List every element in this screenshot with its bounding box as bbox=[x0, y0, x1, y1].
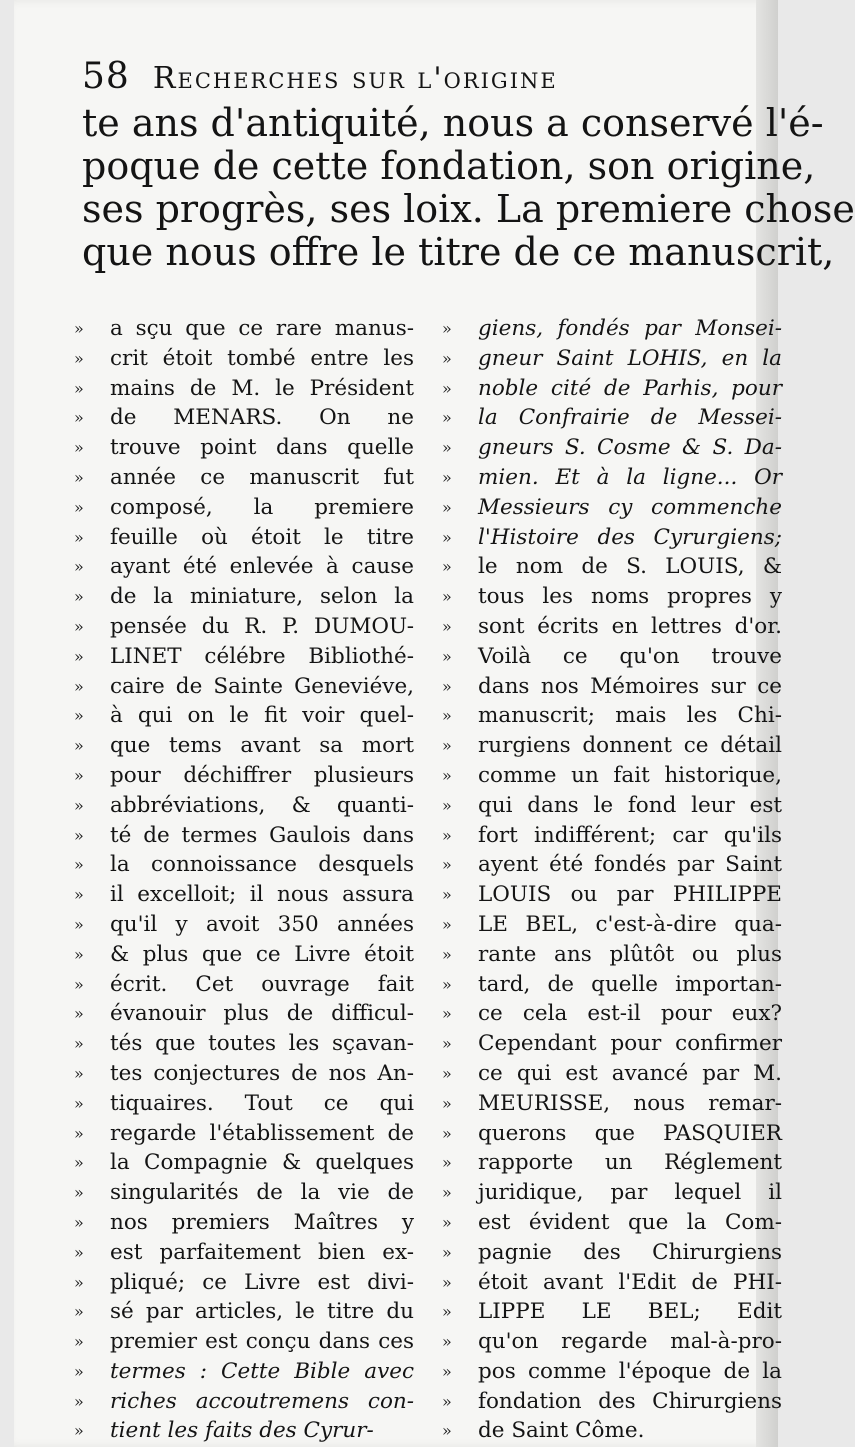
quoted-line bbox=[442, 791, 794, 821]
quoted-line bbox=[442, 314, 794, 344]
quote-mark: » bbox=[74, 676, 82, 696]
line-text: ce qui est avancé par M. bbox=[478, 1060, 782, 1086]
quoted-line bbox=[74, 463, 426, 493]
quote-mark: » bbox=[442, 676, 450, 696]
quote-mark: » bbox=[442, 497, 450, 517]
intro-line: te ans d'antiquité, nous a conservé l'é- bbox=[82, 101, 824, 145]
quote-mark: » bbox=[74, 1063, 82, 1083]
quote-mark: » bbox=[74, 378, 82, 398]
line-text: de Saint Côme. bbox=[478, 1418, 645, 1444]
quoted-line bbox=[442, 433, 794, 463]
quote-mark: » bbox=[442, 944, 450, 964]
quoted-line bbox=[442, 821, 794, 851]
quoted-line bbox=[442, 403, 794, 433]
quoted-line bbox=[74, 1327, 426, 1357]
quote-mark: » bbox=[442, 1272, 450, 1292]
line-text: de la miniature, selon la bbox=[110, 584, 414, 610]
quoted-line bbox=[442, 1089, 794, 1119]
intro-line: ses progrès, ses loix. La premiere chose bbox=[82, 187, 855, 231]
running-title: Recherches sur l'origine bbox=[152, 61, 558, 96]
quote-mark: » bbox=[442, 706, 450, 726]
quoted-line bbox=[74, 1297, 426, 1327]
quoted-line bbox=[74, 582, 426, 612]
quoted-line bbox=[74, 1416, 426, 1446]
quote-mark: » bbox=[442, 1183, 450, 1203]
line-text: Messieurs cy commenche bbox=[478, 494, 782, 520]
line-text: année ce manuscrit fut bbox=[110, 464, 414, 490]
line-text: sé par articles, le titre du bbox=[110, 1299, 414, 1325]
quote-mark: » bbox=[442, 646, 450, 666]
quote-mark: » bbox=[442, 348, 450, 368]
line-text: trouve point dans quelle bbox=[110, 435, 414, 461]
line-text: tient les faits des Cyrur- bbox=[110, 1418, 374, 1444]
quoted-line bbox=[74, 850, 426, 880]
quoted-line bbox=[442, 1327, 794, 1357]
line-text: LIPPE LE BEL; Edit bbox=[478, 1299, 782, 1325]
quote-mark: » bbox=[442, 1242, 450, 1262]
line-text: la Confrairie de Messei- bbox=[478, 405, 782, 431]
line-text: qui dans le fond leur est bbox=[478, 792, 782, 818]
line-text: Cependant pour confirmer bbox=[478, 1031, 782, 1057]
quote-mark: » bbox=[442, 1391, 450, 1411]
quoted-line bbox=[442, 880, 794, 910]
quoted-line bbox=[74, 940, 426, 970]
quoted-line bbox=[74, 552, 426, 582]
line-text: nos premiers Maîtres y bbox=[110, 1209, 414, 1235]
quote-mark: » bbox=[74, 467, 82, 487]
quote-mark: » bbox=[74, 914, 82, 934]
quoted-line bbox=[74, 910, 426, 940]
quote-mark: » bbox=[74, 765, 82, 785]
quoted-line bbox=[74, 1119, 426, 1149]
quoted-line bbox=[442, 1268, 794, 1298]
quoted-line bbox=[442, 1119, 794, 1149]
line-text: évanouir plus de difficul- bbox=[110, 1001, 414, 1027]
line-text: le nom de S. LOUIS, & bbox=[478, 554, 782, 580]
line-text: & plus que ce Livre étoit bbox=[110, 941, 414, 967]
quoted-line bbox=[442, 552, 794, 582]
line-text: pos comme l'époque de la bbox=[478, 1358, 782, 1384]
line-text: rapporte un Réglement bbox=[478, 1150, 782, 1176]
quote-mark: » bbox=[442, 408, 450, 428]
line-text: est évident que la Com- bbox=[478, 1209, 782, 1235]
quote-mark: » bbox=[442, 319, 450, 338]
line-text: termes : Cette Bible avec bbox=[110, 1358, 414, 1384]
intro-line: poque de cette fondation, son origine, bbox=[82, 144, 816, 188]
quoted-line bbox=[74, 1208, 426, 1238]
line-text: pensée du R. P. DUMOU- bbox=[110, 613, 414, 639]
quoted-line bbox=[442, 1208, 794, 1238]
book-page bbox=[14, 0, 855, 1447]
quoted-line bbox=[442, 970, 794, 1000]
line-text: fort indifférent; car qu'ils bbox=[478, 822, 782, 848]
quoted-line bbox=[74, 314, 426, 344]
quote-mark: » bbox=[74, 855, 82, 875]
quote-mark: » bbox=[74, 825, 82, 845]
quoted-line bbox=[74, 791, 426, 821]
quote-mark: » bbox=[442, 527, 450, 547]
quoted-line bbox=[442, 1297, 794, 1327]
quoted-line bbox=[74, 433, 426, 463]
quote-mark: » bbox=[442, 765, 450, 785]
line-text: mains de M. le Président bbox=[110, 375, 414, 401]
quoted-line bbox=[74, 701, 426, 731]
line-text: la connoissance desquels bbox=[110, 852, 414, 878]
quote-mark: » bbox=[442, 795, 450, 815]
quote-mark: » bbox=[74, 1242, 82, 1262]
quoted-line bbox=[442, 582, 794, 612]
line-text: qu'il y avoit 350 années bbox=[110, 911, 414, 937]
quote-mark: » bbox=[74, 587, 82, 607]
line-text: pour déchiffrer plusieurs bbox=[110, 762, 414, 788]
quote-mark: » bbox=[74, 1302, 82, 1322]
quote-mark: » bbox=[442, 1212, 450, 1232]
line-text: est parfaitement bien ex- bbox=[110, 1239, 414, 1265]
quote-mark: » bbox=[74, 1361, 82, 1381]
quote-mark: » bbox=[74, 408, 82, 428]
line-text: pliqué; ce Livre est divi- bbox=[110, 1269, 414, 1295]
quoted-line bbox=[442, 612, 794, 642]
line-text: manuscrit; mais les Chi- bbox=[478, 703, 782, 729]
quote-mark: » bbox=[74, 616, 82, 636]
quote-mark: » bbox=[442, 1361, 450, 1381]
quote-mark: » bbox=[442, 1004, 450, 1024]
line-text: riches accoutremens con- bbox=[110, 1388, 414, 1414]
line-text: qu'on regarde mal-à-pro- bbox=[478, 1329, 782, 1355]
line-text: feuille où étoit le titre bbox=[110, 524, 414, 550]
line-text: regarde l'établissement de bbox=[110, 1120, 414, 1146]
quoted-line bbox=[74, 493, 426, 523]
line-text: abbréviations, & quanti- bbox=[110, 792, 414, 818]
line-text: caire de Sainte Geneviéve, bbox=[110, 673, 414, 699]
quote-mark: » bbox=[442, 467, 450, 487]
quote-mark: » bbox=[74, 1391, 82, 1411]
line-text: noble cité de Parhis, pour bbox=[478, 375, 782, 401]
line-text: ce cela est-il pour eux? bbox=[478, 1001, 782, 1027]
quoted-line bbox=[74, 999, 426, 1029]
quote-mark: » bbox=[442, 1093, 450, 1113]
quoted-line bbox=[74, 1089, 426, 1119]
quote-mark: » bbox=[442, 557, 450, 577]
quote-mark: » bbox=[74, 706, 82, 726]
quote-mark: » bbox=[442, 587, 450, 607]
quoted-line bbox=[442, 761, 794, 791]
quote-mark: » bbox=[74, 944, 82, 964]
quoted-line bbox=[74, 1357, 426, 1387]
quote-mark: » bbox=[74, 974, 82, 994]
line-text: tes conjectures de nos An- bbox=[110, 1060, 414, 1086]
line-text: l'Histoire des Cyrurgiens; bbox=[478, 524, 782, 550]
quoted-line bbox=[74, 1029, 426, 1059]
quote-mark: » bbox=[74, 885, 82, 905]
quote-mark: » bbox=[74, 1153, 82, 1173]
quoted-line bbox=[442, 1178, 794, 1208]
line-text: mien. Et à la ligne... Or bbox=[478, 464, 782, 490]
quote-mark: » bbox=[74, 736, 82, 756]
intro-paragraph bbox=[82, 101, 855, 274]
quoted-line bbox=[442, 910, 794, 940]
quote-mark: » bbox=[74, 557, 82, 577]
quoted-line bbox=[442, 731, 794, 761]
quoted-line bbox=[442, 344, 794, 374]
line-text: querons que PASQUIER bbox=[478, 1120, 782, 1146]
quote-mark: » bbox=[442, 1302, 450, 1322]
quoted-line bbox=[74, 821, 426, 851]
page-number: 58 bbox=[82, 56, 130, 97]
quote-mark: » bbox=[442, 1034, 450, 1054]
quoted-line bbox=[74, 1268, 426, 1298]
quote-mark: » bbox=[74, 1272, 82, 1292]
quote-mark: » bbox=[74, 527, 82, 547]
line-text: giens, fondés par Monsei- bbox=[478, 316, 782, 341]
line-text: écrit. Cet ouvrage fait bbox=[110, 971, 414, 997]
page-header bbox=[82, 56, 558, 100]
quoted-line bbox=[442, 1387, 794, 1417]
quote-mark: » bbox=[442, 1153, 450, 1173]
quote-mark: » bbox=[442, 1332, 450, 1352]
quote-mark: » bbox=[74, 1332, 82, 1352]
line-text: de MENARS. On ne bbox=[110, 405, 414, 431]
quoted-line bbox=[442, 672, 794, 702]
quoted-line bbox=[74, 642, 426, 672]
intro-line: que nous offre le titre de ce manuscrit, bbox=[82, 230, 835, 274]
line-text: MEURISSE, nous remar- bbox=[478, 1090, 782, 1116]
quote-mark: » bbox=[74, 1034, 82, 1054]
line-text: LINET célébre Bibliothé- bbox=[110, 643, 414, 669]
quote-mark: » bbox=[442, 825, 450, 845]
line-text: pagnie des Chirurgiens bbox=[478, 1239, 782, 1265]
line-text: à qui on le fit voir quel- bbox=[110, 703, 414, 729]
line-text: sont écrits en lettres d'or. bbox=[478, 613, 782, 639]
line-text: juridique, par lequel il bbox=[478, 1180, 782, 1206]
quoted-line bbox=[442, 1357, 794, 1387]
quote-mark: » bbox=[442, 616, 450, 636]
line-text: ayant été enlevée à cause bbox=[110, 554, 414, 580]
quote-mark: » bbox=[442, 855, 450, 875]
line-text: a sçu que ce rare manus- bbox=[110, 316, 414, 341]
quote-mark: » bbox=[74, 1093, 82, 1113]
line-text: gneurs S. Cosme & S. Da- bbox=[478, 435, 782, 461]
quoted-line bbox=[442, 493, 794, 523]
line-text: rurgiens donnent ce détail bbox=[478, 733, 782, 759]
right-column bbox=[442, 314, 794, 1446]
quoted-line bbox=[74, 612, 426, 642]
left-column bbox=[74, 314, 426, 1446]
quoted-line bbox=[442, 463, 794, 493]
line-text: gneur Saint LOHIS, en la bbox=[478, 345, 782, 371]
line-text: la Compagnie & quelques bbox=[110, 1150, 414, 1176]
quote-mark: » bbox=[74, 348, 82, 368]
line-text: tés que toutes les sçavan- bbox=[110, 1031, 414, 1057]
line-text: il excelloit; il nous assura bbox=[110, 882, 414, 908]
line-text: premier est conçu dans ces bbox=[110, 1329, 414, 1355]
line-text: étoit avant l'Edit de PHI- bbox=[478, 1269, 782, 1295]
quote-mark: » bbox=[74, 795, 82, 815]
line-text: ayent été fondés par Saint bbox=[478, 852, 782, 878]
quoted-line bbox=[74, 1148, 426, 1178]
quoted-line bbox=[74, 523, 426, 553]
line-text: tous les noms propres y bbox=[478, 584, 782, 610]
line-text: que tems avant sa mort bbox=[110, 733, 414, 759]
quoted-line bbox=[442, 1416, 794, 1446]
line-text: composé, la premiere bbox=[110, 494, 414, 520]
quoted-line bbox=[74, 1238, 426, 1268]
quoted-line bbox=[442, 1029, 794, 1059]
quoted-line bbox=[442, 1148, 794, 1178]
quote-mark: » bbox=[74, 438, 82, 458]
quoted-line bbox=[74, 374, 426, 404]
quoted-line bbox=[74, 970, 426, 1000]
quote-mark: » bbox=[74, 1212, 82, 1232]
quote-mark: » bbox=[442, 736, 450, 756]
line-text: comme un fait historique, bbox=[478, 762, 782, 788]
quoted-line bbox=[74, 761, 426, 791]
line-text: tiquaires. Tout ce qui bbox=[110, 1090, 414, 1116]
quote-mark: » bbox=[442, 914, 450, 934]
line-text: singularités de la vie de bbox=[110, 1180, 414, 1206]
quoted-line bbox=[442, 850, 794, 880]
quote-mark: » bbox=[442, 1063, 450, 1083]
line-text: fondation des Chirurgiens bbox=[478, 1388, 782, 1414]
quoted-line bbox=[442, 999, 794, 1029]
quote-mark: » bbox=[74, 646, 82, 666]
quote-mark: » bbox=[442, 1123, 450, 1143]
quoted-line bbox=[74, 672, 426, 702]
quoted-line bbox=[74, 403, 426, 433]
quoted-line bbox=[442, 523, 794, 553]
quoted-line bbox=[74, 1059, 426, 1089]
line-text: té de termes Gaulois dans bbox=[110, 822, 414, 848]
quoted-line bbox=[74, 344, 426, 374]
quote-mark: » bbox=[74, 1183, 82, 1203]
quote-mark: » bbox=[442, 438, 450, 458]
quote-mark: » bbox=[442, 378, 450, 398]
quote-mark: » bbox=[74, 497, 82, 517]
quoted-line bbox=[442, 642, 794, 672]
quoted-line bbox=[442, 1238, 794, 1268]
quoted-line bbox=[74, 1178, 426, 1208]
quote-mark: » bbox=[442, 885, 450, 905]
quoted-line bbox=[442, 940, 794, 970]
quote-mark: » bbox=[74, 1421, 82, 1441]
line-text: rante ans plûtôt ou plus bbox=[478, 941, 782, 967]
quote-mark: » bbox=[442, 1421, 450, 1441]
line-text: LOUIS ou par PHILIPPE bbox=[478, 882, 782, 908]
quoted-line bbox=[442, 374, 794, 404]
line-text: crit étoit tombé entre les bbox=[110, 345, 414, 371]
line-text: dans nos Mémoires sur ce bbox=[478, 673, 782, 699]
quoted-line bbox=[74, 880, 426, 910]
quote-mark: » bbox=[74, 319, 82, 338]
quoted-line bbox=[74, 1387, 426, 1417]
quote-mark: » bbox=[442, 974, 450, 994]
quoted-line bbox=[442, 701, 794, 731]
line-text: Voilà ce qu'on trouve bbox=[478, 643, 782, 669]
quote-mark: » bbox=[74, 1123, 82, 1143]
quoted-line bbox=[74, 731, 426, 761]
line-text: tard, de quelle importan- bbox=[478, 971, 782, 997]
quote-mark: » bbox=[74, 1004, 82, 1024]
quoted-line bbox=[442, 1059, 794, 1089]
line-text: LE BEL, c'est-à-dire qua- bbox=[478, 911, 782, 937]
